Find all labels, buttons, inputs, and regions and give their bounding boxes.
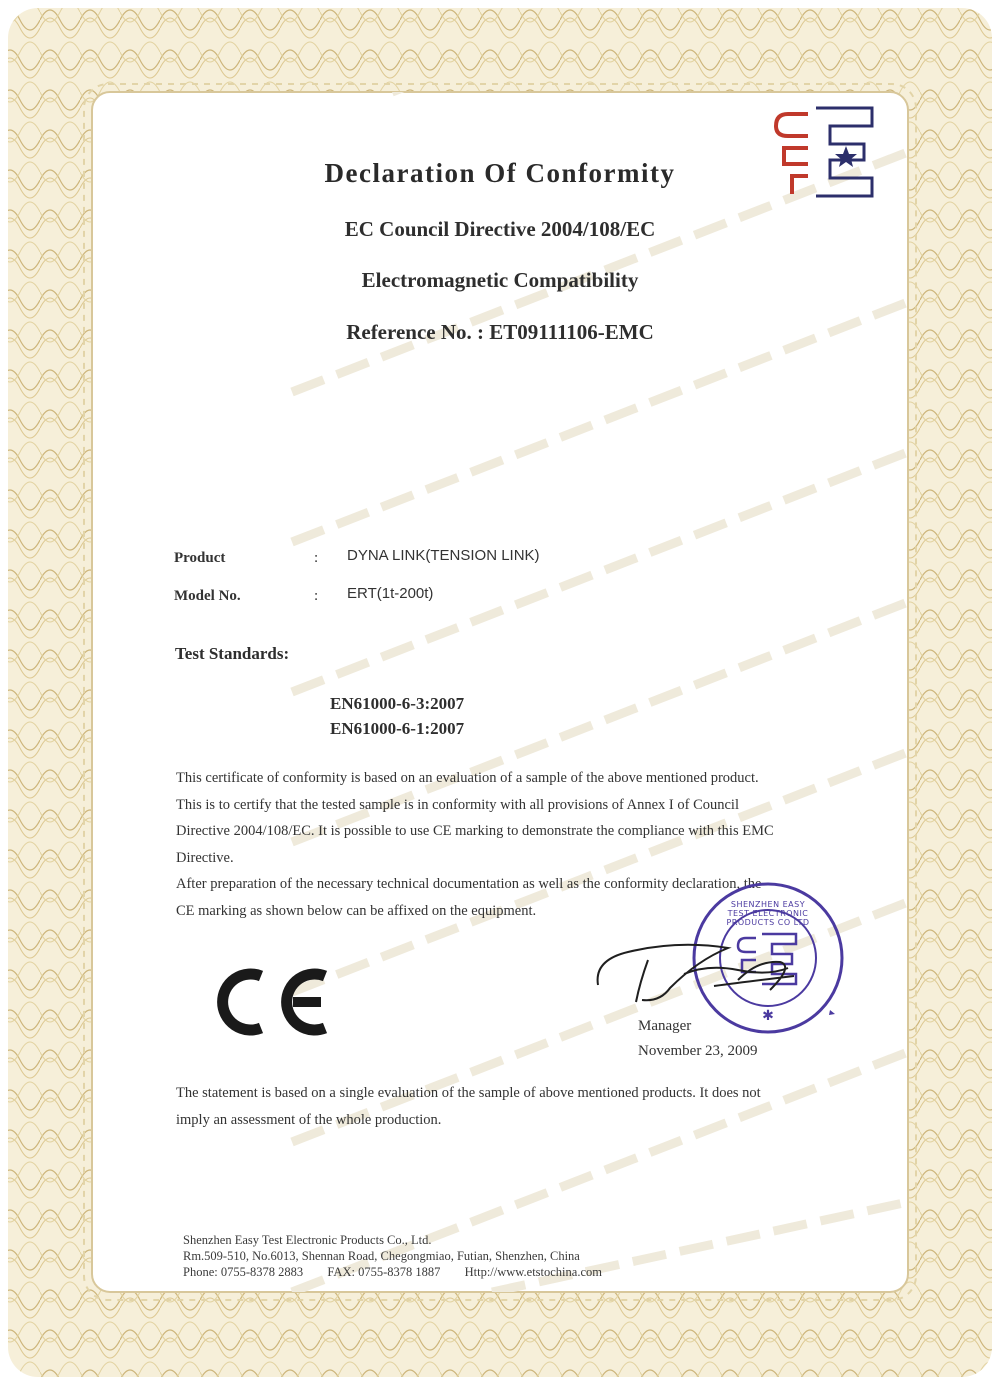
signatory-title: Manager — [638, 1018, 692, 1034]
paragraph-line: CE marking as shown below can be affixed on the equipment. — [176, 902, 537, 919]
statement-line: imply an assessment of the whole production. — [176, 1111, 442, 1128]
paragraph-line: After preparation of the necessary technical documentation as well as the conformity declaration, the — [176, 876, 762, 892]
subject-heading: Electromagnetic Compatibility — [361, 268, 639, 292]
company-footer — [183, 1232, 602, 1280]
footer-website[interactable]: Http://www.etstochina.com — [464, 1265, 602, 1279]
model-colon: : — [314, 588, 319, 604]
footer-fax: FAX: 0755-8378 1887 — [327, 1265, 441, 1279]
svg-text:✱: ✱ — [762, 1008, 774, 1024]
test-standards-heading: Test Standards: — [175, 644, 290, 663]
product-value: DYNA LINK(TENSION LINK) — [347, 547, 540, 564]
standard-item: EN61000-6-1:2007 — [330, 719, 465, 738]
footer-contact-line — [183, 1264, 602, 1280]
paragraph-line: This certificate of conformity is based on an evaluation of a sample of the above mentioned product. — [176, 770, 759, 786]
ce-mark — [205, 962, 333, 1042]
manager-signature — [588, 930, 820, 1022]
statement-paragraph — [176, 1080, 866, 1133]
statement-line: The statement is based on a single evaluation of the sample of above mentioned products. It does not — [176, 1085, 761, 1101]
reference-number: Reference No. : ET09111106-EMC — [346, 320, 654, 344]
page-title: Declaration Of Conformity — [324, 158, 676, 188]
directive-heading: EC Council Directive 2004/108/EC — [344, 217, 656, 241]
paragraph-line: Directive 2004/108/EC. It is possible to use CE marking to demonstrate the compliance with this EMC — [176, 823, 774, 839]
footer-phone: Phone: 0755-8378 2883 — [183, 1265, 304, 1279]
model-value: ERT(1t-200t) — [347, 585, 434, 602]
stamp-text: SHENZHEN EASY TEST ELECTRONIC PRODUCTS CO LTD — [726, 900, 810, 927]
footer-address: Rm.509-510, No.6013, Shennan Road, Chegongmiao, Futian, Shenzhen, China — [183, 1249, 580, 1263]
product-colon: : — [314, 550, 319, 566]
paragraph-line: This is to certify that the tested sample is in conformity with all provisions of Annex I of Council — [176, 796, 739, 813]
standard-item: EN61000-6-3:2007 — [330, 694, 465, 713]
product-label: Product — [174, 550, 226, 566]
paragraph-line: Directive. — [176, 849, 234, 866]
model-label: Model No. — [174, 588, 241, 604]
signature-date: November 23, 2009 — [638, 1043, 758, 1059]
footer-company: Shenzhen Easy Test Electronic Products Co., Ltd. — [183, 1233, 432, 1247]
